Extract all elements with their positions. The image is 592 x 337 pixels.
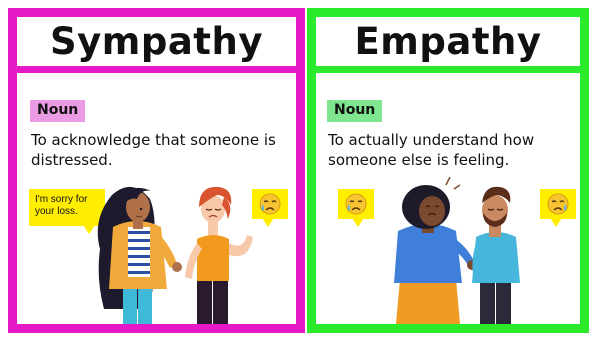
woman-comforting-illustration — [98, 187, 182, 324]
sympathy-title: Sympathy — [50, 20, 263, 63]
sympathy-panel — [8, 8, 305, 333]
sympathy-title-bar — [17, 17, 296, 73]
crying-face-icon — [338, 189, 374, 219]
sympathy-speech-text: I'm sorry for your loss. — [35, 194, 88, 217]
sympathy-part-of-speech-badge: Noun — [30, 100, 85, 122]
crying-face-icon — [540, 189, 576, 219]
empathy-right-emoji-bubble — [540, 189, 576, 219]
man-upset-illustration — [472, 187, 520, 324]
sympathy-definition: To acknowledge that someone is distressed. — [31, 131, 276, 169]
crying-face-icon — [252, 189, 288, 219]
empathy-left-emoji-bubble — [338, 189, 374, 219]
empathy-part-of-speech-badge: Noun — [327, 100, 382, 122]
woman-upset-illustration — [185, 187, 253, 324]
sympathy-speech-bubble — [29, 189, 105, 226]
sympathy-emoji-bubble — [252, 189, 288, 219]
empathy-panel — [307, 8, 589, 333]
empathy-title-bar — [316, 17, 580, 73]
empathy-definition: To actually understand how someone else is feeling. — [328, 131, 535, 169]
woman-empathizing-illustration — [394, 177, 477, 324]
empathy-title: Empathy — [354, 20, 542, 63]
